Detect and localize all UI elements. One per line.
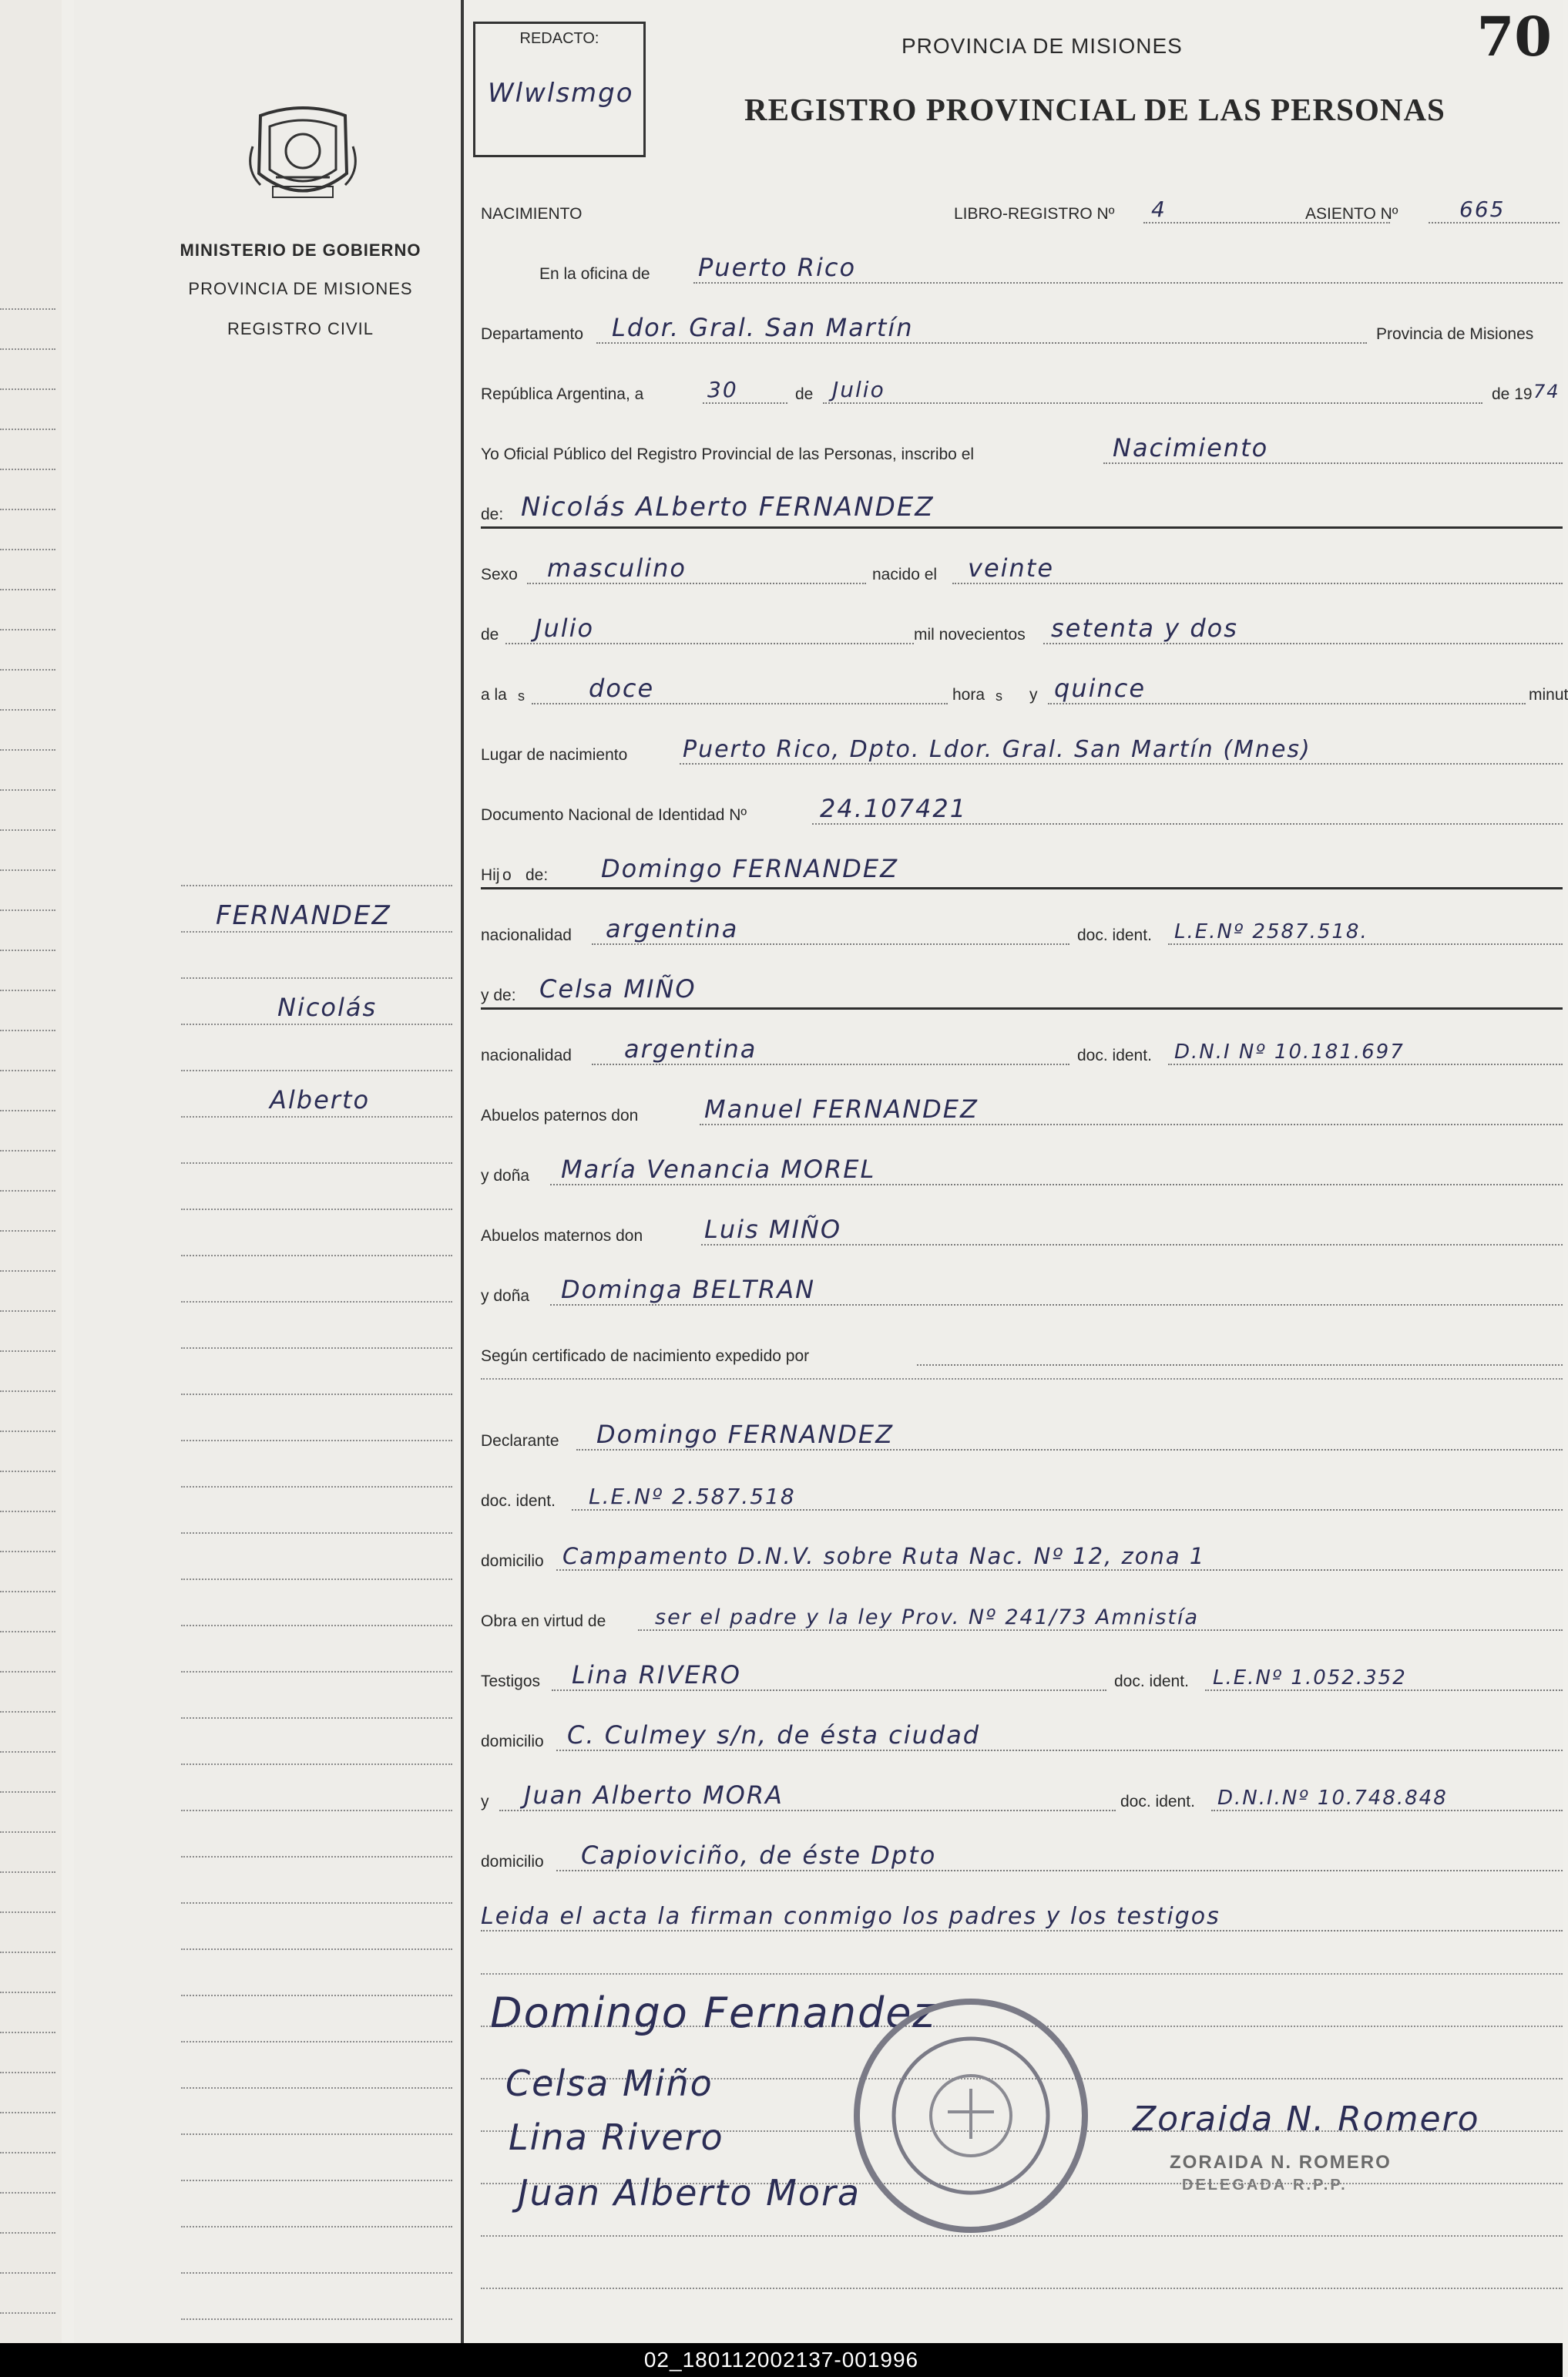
strip-rule (0, 1310, 55, 1312)
margin-rule (181, 1717, 452, 1719)
madre-value: Celsa MIÑO (539, 974, 697, 1004)
ministry-name: MINISTERIO DE GOBIERNO (180, 240, 421, 260)
margin-rule (181, 885, 452, 886)
blank-line (481, 1378, 1563, 1380)
strip-rule (0, 1911, 55, 1913)
y-testigo2-label: y (481, 1793, 489, 1810)
margin-rule (181, 1532, 452, 1534)
margin-rule (181, 1116, 452, 1118)
row-testigo2 (481, 1771, 1563, 1817)
margin-rule (181, 2133, 452, 2135)
strip-rule (0, 509, 55, 510)
abuela-mat-value: Dominga BELTRAN (561, 1275, 816, 1304)
strip-rule (0, 1671, 55, 1673)
obra-value: ser el padre y la ley Prov. Nº 241/73 Amnistía (655, 1605, 1200, 1629)
anio-nac-value: setenta y dos (1051, 614, 1238, 643)
row-madre-nac (481, 1025, 1563, 1071)
nacido-label: nacido el (872, 566, 938, 583)
strip-rule (0, 909, 55, 911)
strip-rule (0, 1350, 55, 1352)
hora-value: doce (589, 674, 655, 703)
nacido-value: veinte (968, 553, 1055, 583)
strip-rule (0, 1751, 55, 1753)
redacto-signature: Wlwlsmgo (488, 78, 634, 109)
de-mes-label: de (481, 626, 499, 644)
margin-column (74, 0, 459, 2343)
dni-label: Documento Nacional de Identidad Nº (481, 806, 747, 824)
sexo-value: masculino (547, 553, 687, 583)
strip-rule (0, 829, 55, 831)
segun-label: Según certificado de nacimiento expedido por (481, 1347, 810, 1365)
strip-rule (0, 2152, 55, 2153)
registry-title: REGISTRO PROVINCIAL DE LAS PERSONAS (744, 92, 1445, 127)
row-nombre (481, 484, 1563, 530)
row-decl-doc (481, 1471, 1563, 1517)
dia-value: 30 (707, 377, 738, 402)
strip-rule (0, 1030, 55, 1031)
padre-nac-label: nacionalidad (481, 926, 572, 944)
madre-doc-value: D.N.I Nº 10.181.697 (1174, 1041, 1405, 1064)
decl-domicilio-label: domicilio (481, 1552, 544, 1570)
minutos-label: minut (1529, 686, 1568, 704)
horas-label: hora (952, 686, 985, 704)
signature-testigo1: Lina Rivero (509, 2116, 724, 2158)
row-declarante (481, 1410, 1563, 1457)
strip-rule (0, 348, 55, 350)
strip-rule (0, 388, 55, 390)
row-libro (481, 183, 1563, 230)
official-signature: Zoraida N. Romero (1133, 2100, 1480, 2139)
strip-rule (0, 869, 55, 871)
row-oficina (481, 244, 1563, 290)
madre-doc-label: doc. ident. (1077, 1047, 1152, 1064)
testigo2-dom-label: domicilio (481, 1853, 544, 1871)
strip-rule (0, 749, 55, 751)
previous-page-strip (0, 0, 62, 2343)
mes-value: Julio (832, 377, 885, 402)
strip-rule (0, 308, 55, 310)
strip-rule (0, 2032, 55, 2033)
redacto-box (473, 22, 646, 157)
strip-rule (0, 1791, 55, 1793)
margin-registry: REGISTRO CIVIL (227, 319, 374, 338)
margin-middle-name: Alberto (270, 1085, 371, 1115)
row-lectura (481, 1891, 1563, 1938)
oficina-label: En la oficina de (539, 265, 650, 283)
oficina-value: Puerto Rico (698, 253, 857, 282)
testigo1-dom-label: domicilio (481, 1733, 544, 1750)
margin-rule (181, 1486, 452, 1488)
strip-rule (0, 709, 55, 711)
official-name: ZORAIDA N. ROMERO (1170, 2152, 1392, 2173)
testigo1-value: Lina RIVERO (572, 1660, 741, 1689)
redacto-label: REDACTO: (519, 30, 599, 47)
lugar-value: Puerto Rico, Dpto. Ldor. Gral. San Martín (Mnes) (683, 736, 1311, 763)
margin-rule (181, 1902, 452, 1904)
margin-first-name: Nicolás (277, 993, 378, 1022)
margin-rule (181, 1255, 452, 1256)
departamento-label: Departamento (481, 325, 584, 343)
hijo-label: Hij (481, 866, 500, 884)
declarante-value: Domingo FERNANDEZ (596, 1420, 895, 1449)
margin-rule (181, 1209, 452, 1210)
strip-rule (0, 1230, 55, 1232)
asiento-label: ASIENTO Nº (1305, 205, 1398, 223)
testigo2-dom-value: Capioviciño, de éste Dpto (581, 1841, 937, 1870)
margin-rule (181, 1024, 452, 1025)
strip-rule (0, 1270, 55, 1272)
row-dni (481, 785, 1563, 831)
act-type-label: NACIMIENTO (481, 205, 583, 223)
margin-rule (181, 1856, 452, 1858)
abuelos-pat-label: Abuelos paternos don (481, 1107, 639, 1125)
margin-rule (181, 931, 452, 933)
row-hora (481, 664, 1568, 711)
margin-rule (181, 1347, 452, 1349)
strip-rule (0, 549, 55, 550)
decl-domicilio-value: Campamento D.N.V. sobre Ruta Nac. Nº 12, zona 1 (562, 1543, 1206, 1569)
page-number: 70 (1476, 5, 1552, 69)
acto-value: Nacimiento (1113, 433, 1269, 462)
strip-rule (0, 1190, 55, 1192)
y-label: y (1029, 686, 1038, 704)
column-divider (461, 0, 464, 2343)
padre-value: Domingo FERNANDEZ (601, 854, 899, 883)
provincial-coat-of-arms (245, 100, 361, 210)
provincia-label: Provincia de Misiones (1376, 325, 1534, 343)
strip-rule (0, 1431, 55, 1432)
obra-label: Obra en virtud de (481, 1612, 606, 1630)
footer-bar (0, 2343, 1563, 2377)
signature-testigo2: Juan Alberto Mora (518, 2172, 861, 2214)
republica-label: República Argentina, a (481, 385, 644, 403)
margin-rule (181, 2272, 452, 2274)
margin-province: PROVINCIA DE MISIONES (188, 279, 413, 298)
margin-rule (181, 1671, 452, 1673)
province-title: PROVINCIA DE MISIONES (902, 34, 1183, 58)
margin-rule (181, 2318, 452, 2320)
strip-rule (0, 1591, 55, 1592)
margin-surname: FERNANDEZ (216, 900, 391, 931)
strip-rule (0, 1831, 55, 1833)
strip-rule (0, 1631, 55, 1632)
row-abuela-mat (481, 1266, 1563, 1312)
margin-rule (181, 1440, 452, 1441)
horas-suffix: s (996, 688, 1002, 704)
declarante-label: Declarante (481, 1432, 559, 1450)
margin-rule (181, 1948, 452, 1950)
row-fecha (481, 364, 1563, 410)
strip-rule (0, 1711, 55, 1713)
official-stamp (851, 1996, 1090, 2235)
margin-rule (181, 2180, 452, 2181)
row-padre (481, 845, 1563, 891)
testigo2-value: Juan Alberto MORA (524, 1780, 784, 1810)
margin-rule (181, 1579, 452, 1580)
margin-rule (181, 1070, 452, 1071)
margin-rule (181, 1625, 452, 1626)
row-sexo (481, 544, 1563, 590)
row-testigo2-dom (481, 1831, 1563, 1878)
margin-rule (181, 1810, 452, 1811)
decl-doc-label: doc. ident. (481, 1492, 556, 1510)
row-lugar (481, 725, 1563, 771)
y-dona-mat-label: y doña (481, 1287, 530, 1305)
de-label: de (795, 385, 814, 403)
testigo2-doc-label: doc. ident. (1120, 1793, 1195, 1810)
oficial-label: Yo Oficial Público del Registro Provincial de las Personas, inscribo el (481, 445, 975, 463)
strip-rule (0, 1471, 55, 1472)
margin-rule (181, 977, 452, 979)
testigo1-doc-label: doc. ident. (1114, 1673, 1189, 1690)
signature-madre: Celsa Miño (505, 2063, 713, 2104)
lectura-value: Leida el acta la firman conmigo los padres y los testigos (481, 1903, 1220, 1930)
margin-rule (181, 1995, 452, 1996)
strip-rule (0, 1511, 55, 1512)
anio-value: 74 (1533, 381, 1560, 402)
strip-rule (0, 2312, 55, 2314)
margin-rule (181, 1763, 452, 1765)
strip-rule (0, 2112, 55, 2113)
padre-doc-value: L.E.Nº 2587.518. (1174, 920, 1368, 943)
margin-rule (181, 2041, 452, 2042)
row-testigo1 (481, 1651, 1563, 1697)
row-segun (481, 1326, 1563, 1372)
margin-rule (181, 2087, 452, 2089)
row-mes-nac (481, 604, 1563, 651)
anio-label: de 19 (1492, 385, 1533, 403)
row-oficial (481, 424, 1563, 470)
strip-rule (0, 1551, 55, 1552)
testigo1-dom-value: C. Culmey s/n, de ésta ciudad (567, 1720, 981, 1750)
strip-rule (0, 589, 55, 590)
abuela-pat-value: María Venancia MOREL (561, 1155, 876, 1184)
official-title: DELEGADA R.P.P. (1182, 2177, 1348, 2194)
strip-rule (0, 1150, 55, 1152)
image-id: 02_180112002137-001996 (643, 2348, 919, 2372)
y-dona-pat-label: y doña (481, 1167, 530, 1185)
hijo-de-label: de: (525, 866, 549, 884)
row-abuelo-pat (481, 1085, 1563, 1131)
strip-rule (0, 429, 55, 430)
strip-rule (0, 2072, 55, 2073)
row-departamento (481, 304, 1563, 350)
yde-label: y de: (481, 987, 516, 1004)
strip-rule (0, 1390, 55, 1392)
testigos-label: Testigos (481, 1673, 541, 1690)
strip-rule (0, 789, 55, 791)
strip-rule (0, 669, 55, 671)
strip-rule (0, 1110, 55, 1111)
margin-rule (181, 2226, 452, 2227)
a-la-suffix: s (518, 688, 525, 704)
nombre-value: Nicolás ALberto FERNANDEZ (521, 492, 935, 523)
strip-rule (0, 2272, 55, 2274)
testigo2-doc-value: D.N.I.Nº 10.748.848 (1217, 1787, 1448, 1810)
row-abuelo-mat (481, 1205, 1563, 1252)
abuelos-mat-label: Abuelos maternos don (481, 1227, 643, 1245)
strip-rule (0, 1070, 55, 1071)
lugar-label: Lugar de nacimiento (481, 746, 628, 764)
strip-rule (0, 2232, 55, 2234)
row-padre-nac (481, 905, 1563, 951)
de-nombre-label: de: (481, 506, 504, 523)
a-la-label: a la (481, 686, 507, 704)
libro-value: 4 (1151, 197, 1167, 222)
minutos-value: quince (1054, 674, 1147, 703)
strip-rule (0, 469, 55, 470)
madre-nac-value: argentina (624, 1034, 757, 1064)
mes-nac-value: Julio (535, 614, 595, 643)
mil-label: mil novecientos (914, 626, 1026, 644)
abuelo-mat-value: Luis MIÑO (704, 1215, 842, 1244)
row-testigo1-dom (481, 1711, 1563, 1757)
strip-rule (0, 990, 55, 991)
hijo-suffix: o (502, 866, 512, 884)
padre-nac-value: argentina (606, 914, 739, 943)
padre-doc-label: doc. ident. (1077, 926, 1152, 944)
strip-rule (0, 2192, 55, 2194)
asiento-value: 665 (1459, 197, 1506, 222)
row-decl-domicilio (481, 1531, 1563, 1577)
decl-doc-value: L.E.Nº 2.587.518 (589, 1484, 796, 1509)
departamento-value: Ldor. Gral. San Martín (612, 313, 914, 342)
dni-value: 24.107421 (820, 794, 968, 823)
strip-rule (0, 1992, 55, 1993)
abuelo-pat-value: Manuel FERNANDEZ (704, 1094, 979, 1124)
row-abuela-pat (481, 1145, 1563, 1192)
margin-rule (181, 1394, 452, 1395)
margin-rule (181, 1301, 452, 1303)
row-madre (481, 965, 1563, 1011)
testigo1-doc-value: L.E.Nº 1.052.352 (1213, 1666, 1407, 1689)
strip-rule (0, 629, 55, 630)
sexo-label: Sexo (481, 566, 518, 583)
strip-rule (0, 950, 55, 951)
strip-rule (0, 1871, 55, 1873)
libro-label: LIBRO-REGISTRO Nº (954, 205, 1115, 223)
row-obra (481, 1591, 1563, 1637)
margin-rule (181, 1162, 452, 1164)
strip-rule (0, 1952, 55, 1953)
madre-nac-label: nacionalidad (481, 1047, 572, 1064)
signature-padre: Domingo Fernandez (490, 1989, 936, 2037)
